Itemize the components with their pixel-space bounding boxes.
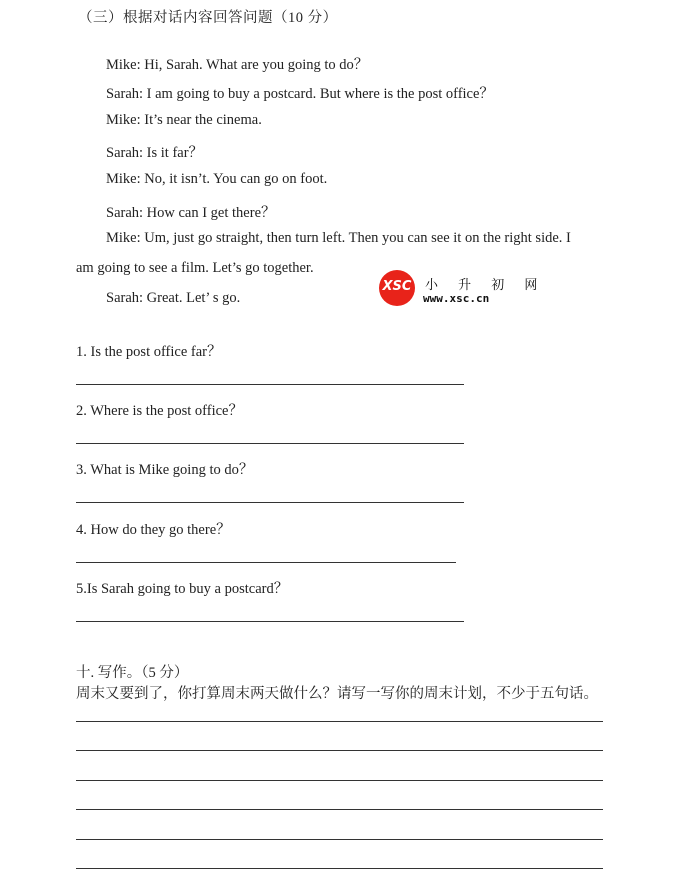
question-2: 2. Where is the post office？ bbox=[76, 403, 243, 419]
answer-line-5[interactable] bbox=[76, 621, 464, 622]
answer-line-2[interactable] bbox=[76, 443, 464, 444]
writing-line-6[interactable] bbox=[76, 868, 603, 869]
dialogue-line: Sarah: Is it far？ bbox=[106, 145, 204, 161]
answer-line-3[interactable] bbox=[76, 502, 464, 503]
dialogue-line: Sarah: How can I get there？ bbox=[106, 205, 276, 221]
writing-prompt: 周末又要到了，你打算周末两天做什么？请写一写你的周末计划，不少于五句话。 bbox=[76, 686, 598, 702]
dialogue-line: Sarah: I am going to buy a postcard. But where is the post office？ bbox=[106, 86, 494, 102]
logo-text: XSC bbox=[382, 279, 412, 294]
answer-line-1[interactable] bbox=[76, 384, 464, 385]
dialogue-line: am going to see a film. Let’s go together. bbox=[76, 260, 314, 276]
section-title: （三）根据对话内容回答问题（10 分） bbox=[78, 10, 338, 26]
writing-line-3[interactable] bbox=[76, 780, 603, 781]
question-1: 1. Is the post office far？ bbox=[76, 344, 222, 360]
writing-line-2[interactable] bbox=[76, 750, 603, 751]
writing-line-1[interactable] bbox=[76, 721, 603, 722]
dialogue-line: Mike: It’s near the cinema. bbox=[106, 112, 262, 128]
question-3: 3. What is Mike going to do？ bbox=[76, 462, 254, 478]
dialogue-line: Mike: No, it isn’t. You can go on foot. bbox=[106, 171, 328, 187]
dialogue-line: Sarah: Great. Let’ s go. bbox=[106, 290, 241, 306]
dialogue-line: Mike: Um, just go straight, then turn left. Then you can see it on the right side. I bbox=[106, 230, 571, 246]
dialogue-line: Mike: Hi, Sarah. What are you going to do？ bbox=[106, 57, 369, 73]
xsc-logo bbox=[379, 270, 415, 306]
brand-name: 小 升 初 网 bbox=[425, 278, 546, 293]
answer-line-4[interactable] bbox=[76, 562, 456, 563]
writing-title: 十. 写作。（5 分） bbox=[76, 665, 189, 681]
writing-line-4[interactable] bbox=[76, 809, 603, 810]
writing-line-5[interactable] bbox=[76, 839, 603, 840]
question-5: 5.Is Sarah going to buy a postcard？ bbox=[76, 581, 289, 597]
brand-url: www.xsc.cn bbox=[423, 292, 490, 305]
question-4: 4. How do they go there？ bbox=[76, 522, 231, 538]
